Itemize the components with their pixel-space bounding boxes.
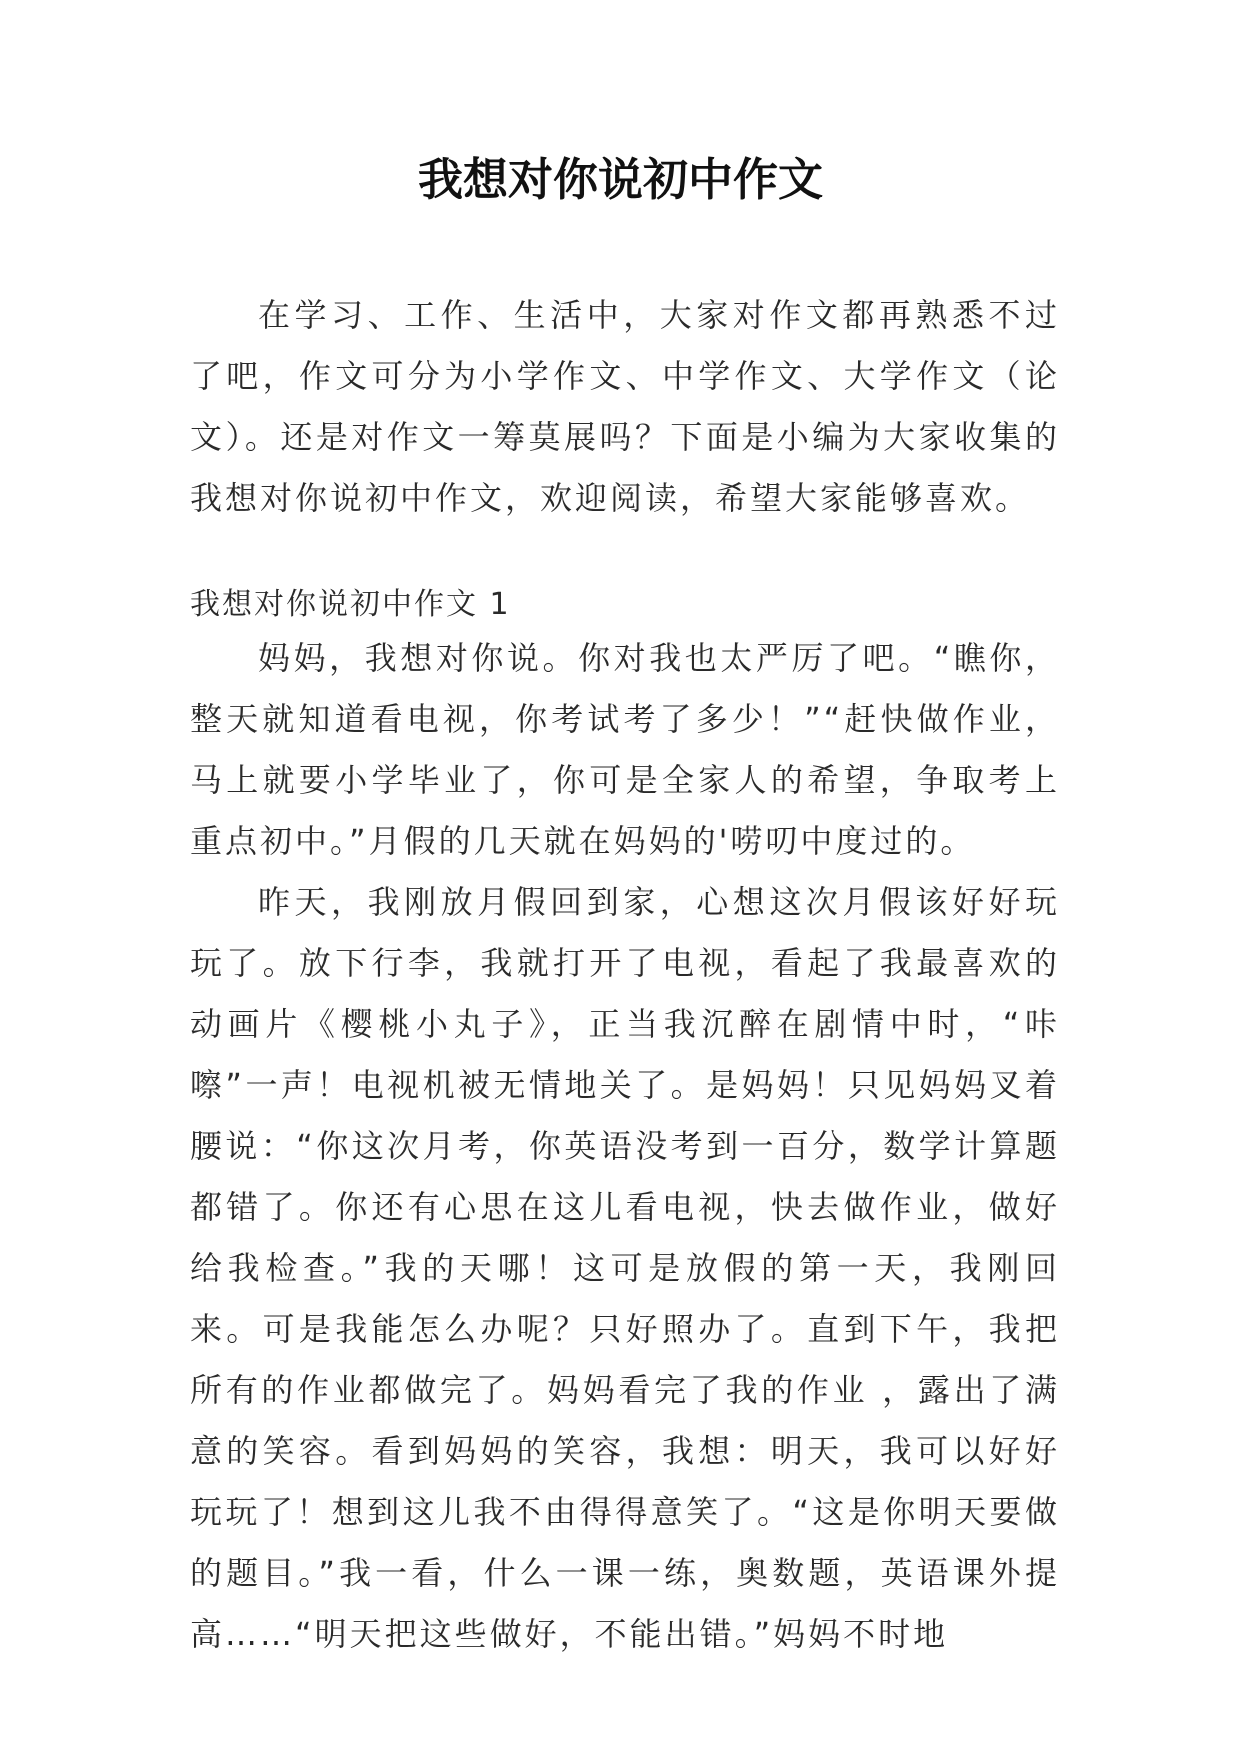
essay-paragraph-1: 妈妈，我想对你说。你对我也太严厉了吧。“瞧你，整天就知道看电视，你考试考了多少！”“赶快做作业，马上就要小学毕业了，你可是全家人的希望，争取考上重点初中。”月假的几天就在妈妈的'唠叨中度过的。 [190, 639, 1060, 860]
intro-paragraph: 在学习、工作、生活中，大家对作文都再熟悉不过了吧，作文可分为小学作文、中学作文、大学作文（论文）。还是对作文一筹莫展吗？下面是小编为大家收集的我想对你说初中作文，欢迎阅读，希望大家能够喜欢。 [190, 296, 1060, 517]
essay-paragraph-2: 昨天，我刚放月假回到家，心想这次月假该好好玩玩了。放下行李，我就打开了电视，看起了我最喜欢的动画片《樱桃小丸子》，正当我沉醉在剧情中时，“咔嚓”一声！电视机被无情地关了。是妈妈！只见妈妈叉着腰说：“你这次月考，你英语没考到一百分，数学计算题都错了。你还有心思在这儿看电视，快去做作业，做好给我检查。”我的天哪！这可是放假的第一天，我刚回来。可是我能怎么办呢？只好照办了。直到下午，我把所有的作业都做完了。妈妈看完了我的作业 ，露出了满意的笑容。看到妈妈的笑容，我想：明天，我可以好好玩玩了！想到这儿我不由得得意笑了。“这是你明天要做的题目。”我一看，什么一课一练，奥数题，英语课外提高……“明天把这些做好，不能出错。”妈妈不时地 [190, 883, 1060, 1653]
document-title: 我想对你说初中作文 [417, 153, 823, 206]
section-heading: 我想对你说初中作文 1 [190, 587, 511, 622]
